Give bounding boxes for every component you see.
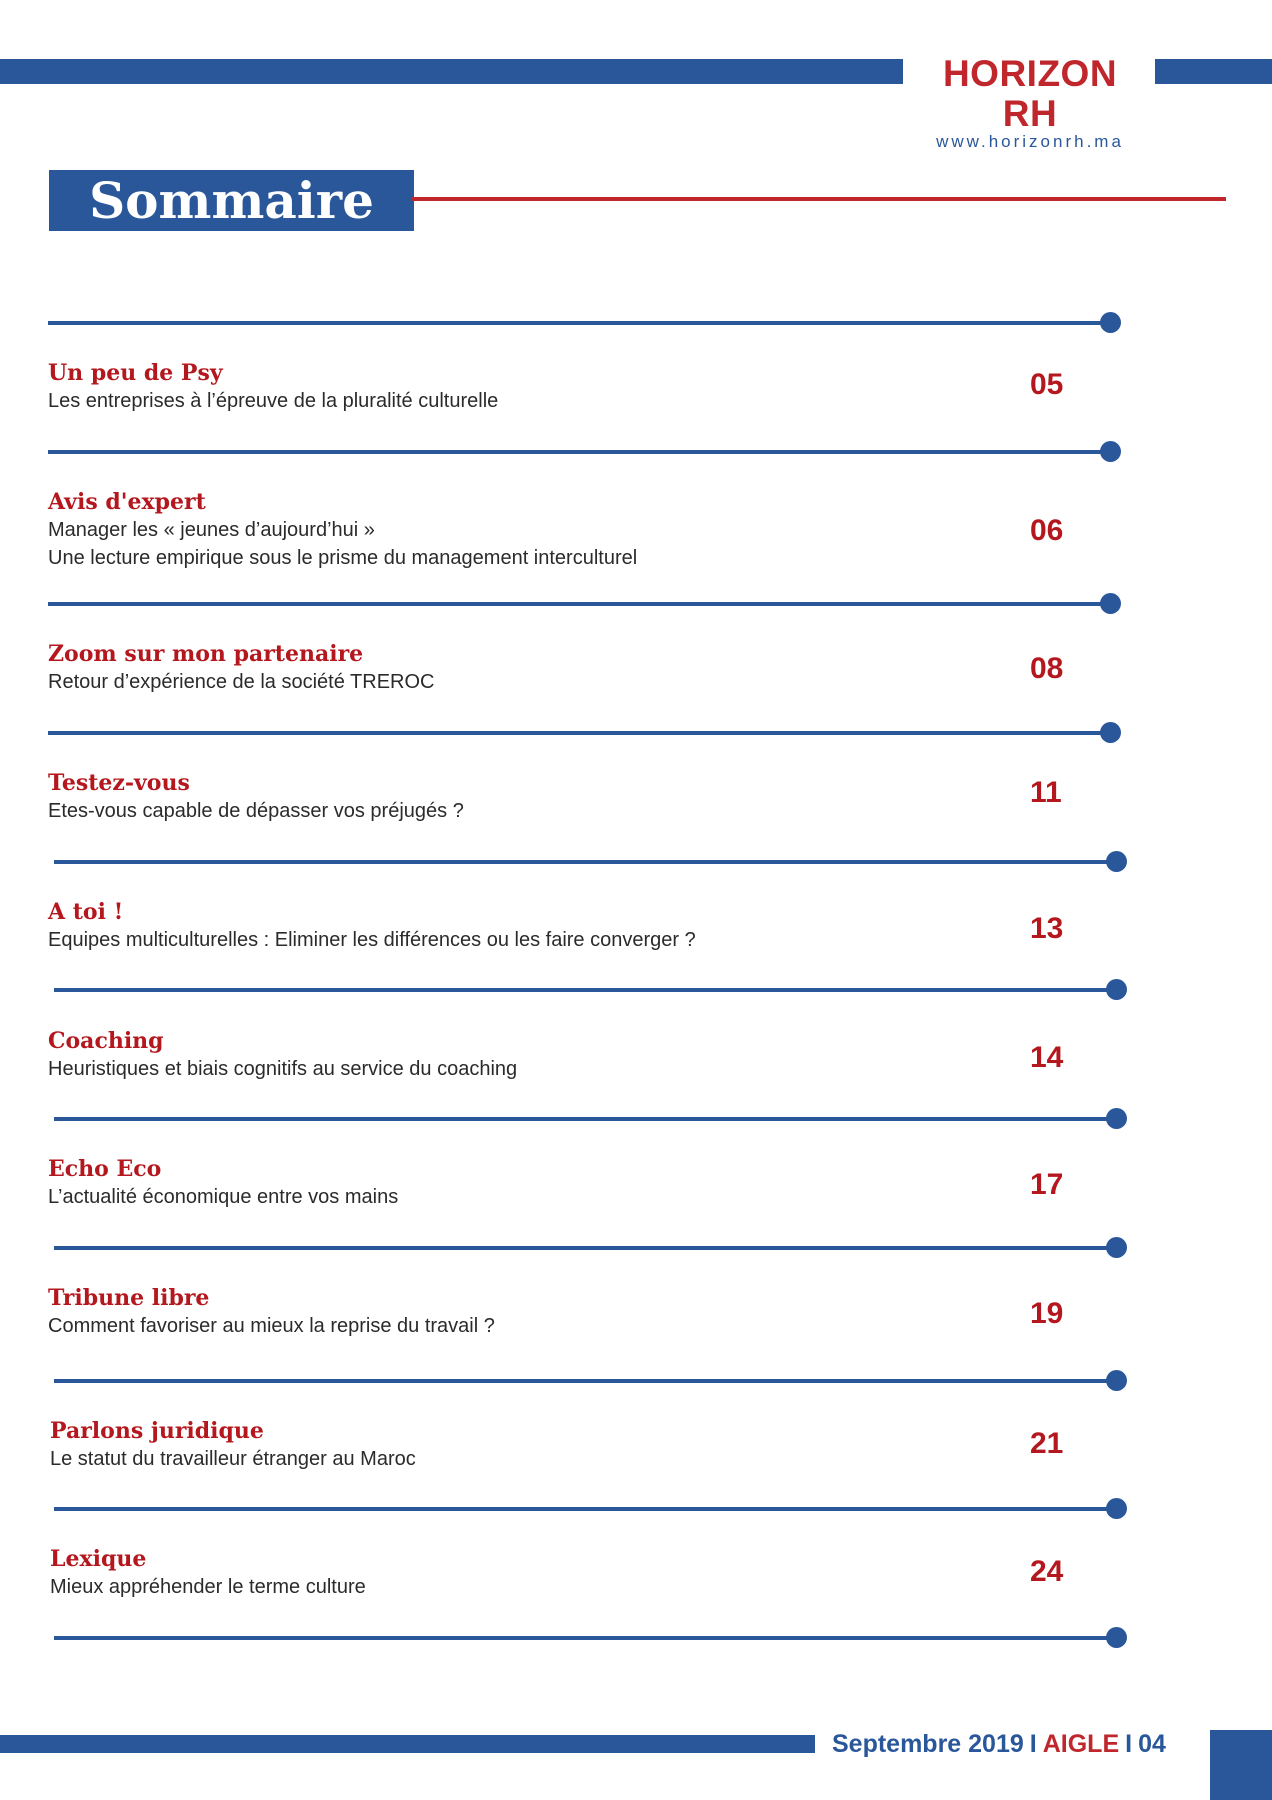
toc-separator <box>54 988 1120 992</box>
toc-separator <box>48 731 1114 735</box>
footer-magazine: AIGLE <box>1042 1730 1120 1758</box>
toc-separator <box>48 321 1114 325</box>
section-title: Coaching <box>48 1028 164 1054</box>
page-number: 05 <box>1030 368 1064 401</box>
entry-description: Mieux appréhender le terme culture <box>50 1576 366 1598</box>
separator-dot <box>1106 1627 1127 1648</box>
section-title: A toi ! <box>48 899 124 925</box>
page-number: 24 <box>1030 1555 1064 1588</box>
entry-description: Equipes multiculturelles : Eliminer les différences ou les faire converger ? <box>48 929 696 951</box>
title-rule <box>412 197 1226 201</box>
entry-description: Une lecture empirique sous le prisme du management interculturel <box>48 547 638 569</box>
toc-separator <box>54 1507 1120 1511</box>
footer-separator: I <box>1029 1730 1037 1758</box>
section-title: Zoom sur mon partenaire <box>48 641 364 667</box>
brand-name: HORIZON RH <box>942 53 1118 134</box>
separator-dot <box>1100 593 1121 614</box>
header-bar-right <box>1155 59 1272 84</box>
entry-description: Les entreprises à l’épreuve de la pluralité culturelle <box>48 390 499 412</box>
footer-page-block <box>1210 1730 1272 1800</box>
footer-date: Septembre 2019 <box>832 1730 1024 1758</box>
page-number: 13 <box>1030 912 1064 945</box>
separator-dot <box>1106 851 1127 872</box>
footer-page-number: 04 <box>1138 1730 1166 1758</box>
toc-entry[interactable] <box>48 769 1048 825</box>
separator-dot <box>1106 1498 1127 1519</box>
toc-entry[interactable] <box>48 488 1048 572</box>
page-number: 19 <box>1030 1297 1064 1330</box>
toc-entry[interactable] <box>48 359 1048 415</box>
toc-entry[interactable] <box>48 898 1048 954</box>
page-number: 08 <box>1030 652 1064 685</box>
page-number: 17 <box>1030 1168 1064 1201</box>
toc-entry[interactable] <box>50 1545 1050 1601</box>
entry-description: Heuristiques et biais cognitifs au service du coaching <box>48 1058 518 1080</box>
footer-bar <box>0 1735 815 1753</box>
entry-description: Le statut du travailleur étranger au Maroc <box>50 1448 416 1470</box>
section-title: Tribune libre <box>48 1285 210 1311</box>
toc-separator <box>54 860 1120 864</box>
toc-entry[interactable] <box>48 1155 1048 1211</box>
brand-logo <box>916 54 1144 150</box>
toc-separator <box>54 1636 1120 1640</box>
toc-entry[interactable] <box>48 1027 1048 1083</box>
section-title: Lexique <box>50 1546 147 1572</box>
section-title: Avis d'expert <box>48 489 206 515</box>
separator-dot <box>1100 722 1121 743</box>
separator-dot <box>1106 1108 1127 1129</box>
section-title: Echo Eco <box>48 1156 162 1182</box>
separator-dot <box>1100 441 1121 462</box>
toc-entry[interactable] <box>48 1284 1048 1340</box>
separator-dot <box>1100 312 1121 333</box>
page-number: 14 <box>1030 1041 1064 1074</box>
entry-description: Etes-vous capable de dépasser vos préjugés ? <box>48 800 464 822</box>
toc-separator <box>48 450 1114 454</box>
toc-separator <box>54 1117 1120 1121</box>
entry-description: Comment favoriser au mieux la reprise du travail ? <box>48 1315 495 1337</box>
toc-separator <box>54 1246 1120 1250</box>
separator-dot <box>1106 1237 1127 1258</box>
section-title: Un peu de Psy <box>48 360 223 386</box>
section-title: Parlons juridique <box>50 1418 264 1444</box>
entry-description: Manager les « jeunes d’aujourd’hui » <box>48 519 375 541</box>
page-title: Sommaire <box>49 170 414 231</box>
entry-description: L’actualité économique entre vos mains <box>48 1186 399 1208</box>
toc-separator <box>54 1379 1120 1383</box>
toc-entry[interactable] <box>48 640 1048 696</box>
separator-dot <box>1106 979 1127 1000</box>
toc-separator <box>48 602 1114 606</box>
footer-separator: I <box>1125 1730 1133 1758</box>
toc-entry[interactable] <box>50 1417 1050 1473</box>
separator-dot <box>1106 1370 1127 1391</box>
page-number: 21 <box>1030 1427 1064 1460</box>
header-bar-left <box>0 59 903 84</box>
page-number: 06 <box>1030 514 1064 547</box>
section-title: Testez-vous <box>48 770 190 796</box>
brand-website: www.horizonrh.ma <box>936 132 1124 151</box>
page-number: 11 <box>1030 776 1062 809</box>
entry-description: Retour d’expérience de la société TREROC <box>48 671 435 693</box>
footer-info <box>832 1724 1166 1764</box>
